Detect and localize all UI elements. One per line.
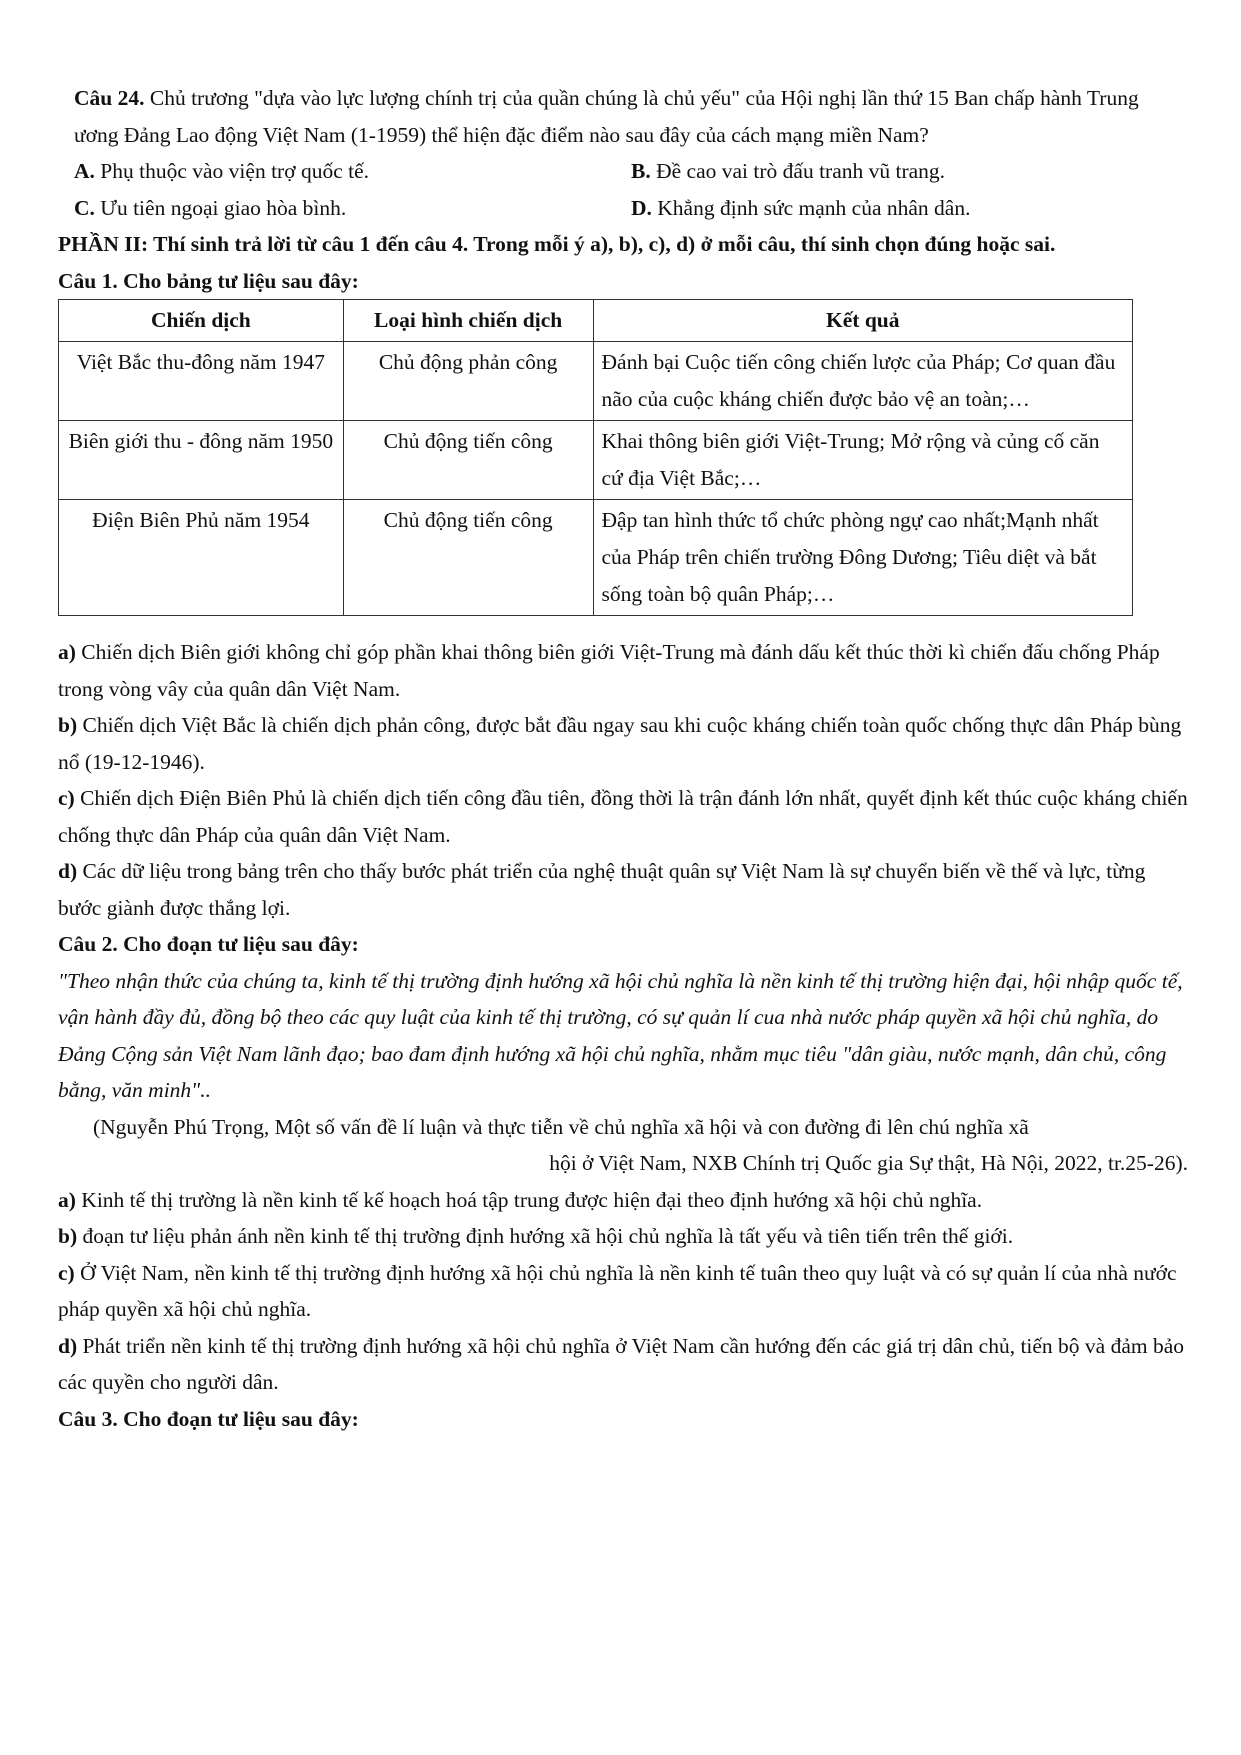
- table-cell: Khai thông biên giới Việt-Trung; Mở rộng và củng cố căn cứ địa Việt Bắc;…: [593, 421, 1133, 500]
- campaign-table: [58, 299, 1133, 616]
- table-cell: Chủ động tiến công: [343, 500, 593, 616]
- table-row: [59, 342, 1133, 421]
- table-row: [59, 500, 1133, 616]
- part-2-heading: PHẦN II: Thí sinh trả lời từ câu 1 đến câu 4. Trong mỗi ý a), b), c), d) ở mỗi câu, thí sinh chọn đúng hoặc sai.: [58, 232, 1056, 256]
- question-1-item-c: c) Chiến dịch Điện Biên Phủ là chiến dịch tiến công đầu tiên, đồng thời là trận đánh lớn nhất, quyết định kết thúc cuộc kháng chiến chống thực dân Pháp của quân dân Việt Nam.: [58, 786, 1188, 847]
- option-b-text: Đề cao vai trò đấu tranh vũ trang.: [656, 159, 946, 183]
- option-d-key: D.: [631, 195, 652, 220]
- question-2-item-b: b) đoạn tư liệu phản ánh nền kinh tế thị trường định hướng xã hội chủ nghĩa là tất yếu và tiên tiến trên thế giới.: [58, 1224, 1014, 1248]
- table-header-cell: Kết quả: [593, 300, 1133, 342]
- question-24: [58, 80, 1188, 153]
- option-d: [631, 190, 1188, 227]
- question-2-title: Câu 2. Cho đoạn tư liệu sau đây:: [58, 932, 359, 956]
- question-2-item-c: c) Ở Việt Nam, nền kinh tế thị trường định hướng xã hội chủ nghĩa là nền kinh tế tuân theo quy luật và có sự quản lí của nhà nước pháp quyền xã hội chủ nghĩa.: [58, 1260, 1177, 1321]
- option-d-text: Khẳng định sức mạnh của nhân dân.: [657, 195, 971, 220]
- option-a-text: Phụ thuộc vào viện trợ quốc tế.: [100, 159, 369, 183]
- table-cell: Điện Biên Phủ năm 1954: [59, 500, 344, 616]
- question-2-item-d: d) Phát triển nền kinh tế thị trường định hướng xã hội chủ nghĩa ở Việt Nam cần hướng đến các giá trị dân chủ, tiến bộ và đảm bảo các quyền cho người dân.: [58, 1333, 1185, 1394]
- table-cell: Chủ động phản công: [343, 342, 593, 421]
- question-1-title: Câu 1. Cho bảng tư liệu sau đây:: [58, 268, 359, 293]
- question-1-item-d: d) Các dữ liệu trong bảng trên cho thấy bước phát triển của nghệ thuật quân sự Việt Nam là sự chuyển biến về thế và lực, từng bước giành được thắng lợi.: [58, 859, 1146, 920]
- question-2-quote: "Theo nhận thức của chúng ta, kinh tế thị trường định hướng xã hội chủ nghĩa là nền kinh tế thị trường hiện đại, hội nhập quốc tế, vận hành đầy đủ, đồng bộ theo các quy luật của kinh tế thị trường, có sự quản lí cua nhà nước pháp quyền xã hội chủ nghĩa, do Đảng Cộng sản Việt Nam lãnh đạo; bao đam định hướng xã hội chủ nghĩa, nhằm mục tiêu "dân giàu, nước mạnh, dân chủ, công bằng, văn minh"..: [58, 968, 1183, 1102]
- table-header-row: [59, 300, 1133, 342]
- question-24-options-row-2: [58, 190, 1188, 227]
- option-c: [74, 190, 631, 227]
- question-24-label: Câu 24.: [74, 86, 145, 110]
- table-cell: Chủ động tiến công: [343, 421, 593, 500]
- table-cell: Biên giới thu - đông năm 1950: [59, 421, 344, 500]
- table-header-cell: Loại hình chiến dịch: [343, 300, 593, 342]
- table-row: [59, 421, 1133, 500]
- option-c-key: C.: [74, 195, 95, 220]
- option-c-text: Ưu tiên ngoại giao hòa bình.: [100, 195, 347, 220]
- option-b: [631, 153, 1188, 190]
- table-cell: Đập tan hình thức tổ chức phòng ngự cao nhất;Mạnh nhất của Pháp trên chiến trường Đông Dương; Tiêu diệt và bắt sống toàn bộ quân Pháp;…: [593, 500, 1133, 616]
- source-line-1: (Nguyễn Phú Trọng, Một số vấn đề lí luận và thực tiễn về chủ nghĩa xã hội và con đường đi lên chú nghĩa xã: [93, 1114, 1029, 1139]
- table-cell: Đánh bại Cuộc tiến công chiến lược của Pháp; Cơ quan đầu não của cuộc kháng chiến được bảo vệ an toàn;…: [593, 342, 1133, 421]
- question-1-item-b: b) Chiến dịch Việt Bắc là chiến dịch phản công, được bắt đầu ngay sau khi cuộc kháng chiến toàn quốc chống thực dân Pháp bùng nổ (19-12-1946).: [58, 713, 1182, 774]
- question-3-title: Câu 3. Cho đoạn tư liệu sau đây:: [58, 1406, 359, 1431]
- question-24-options-row-1: [58, 153, 1188, 190]
- option-a: [74, 153, 631, 190]
- option-b-key: B.: [631, 159, 651, 183]
- table-cell: Việt Bắc thu-đông năm 1947: [59, 342, 344, 421]
- option-a-key: A.: [74, 159, 95, 183]
- table-header-cell: Chiến dịch: [59, 300, 344, 342]
- question-2-item-a: a) Kinh tế thị trường là nền kinh tế kế hoạch hoá tập trung được hiện đại theo định hướng xã hội chủ nghĩa.: [58, 1187, 983, 1212]
- source-line-2: hội ở Việt Nam, NXB Chính trị Quốc gia Sự thật, Hà Nội, 2022, tr.25-26).: [549, 1151, 1188, 1175]
- question-24-text: Chủ trương "dựa vào lực lượng chính trị của quần chúng là chủ yếu" của Hội nghị lần thứ 15 Ban chấp hành Trung ương Đảng Lao động Việt Nam (1-1959) thể hiện đặc điểm nào sau đây của cách mạng miền Nam?: [74, 86, 1139, 147]
- question-1-item-a: a) Chiến dịch Biên giới không chỉ góp phần khai thông biên giới Việt-Trung mà đánh dấu kết thúc thời kì chiến đấu chống Pháp trong vòng vây của quân dân Việt Nam.: [58, 640, 1160, 701]
- question-2-source: [58, 1109, 1188, 1182]
- document-page: [58, 80, 1188, 1437]
